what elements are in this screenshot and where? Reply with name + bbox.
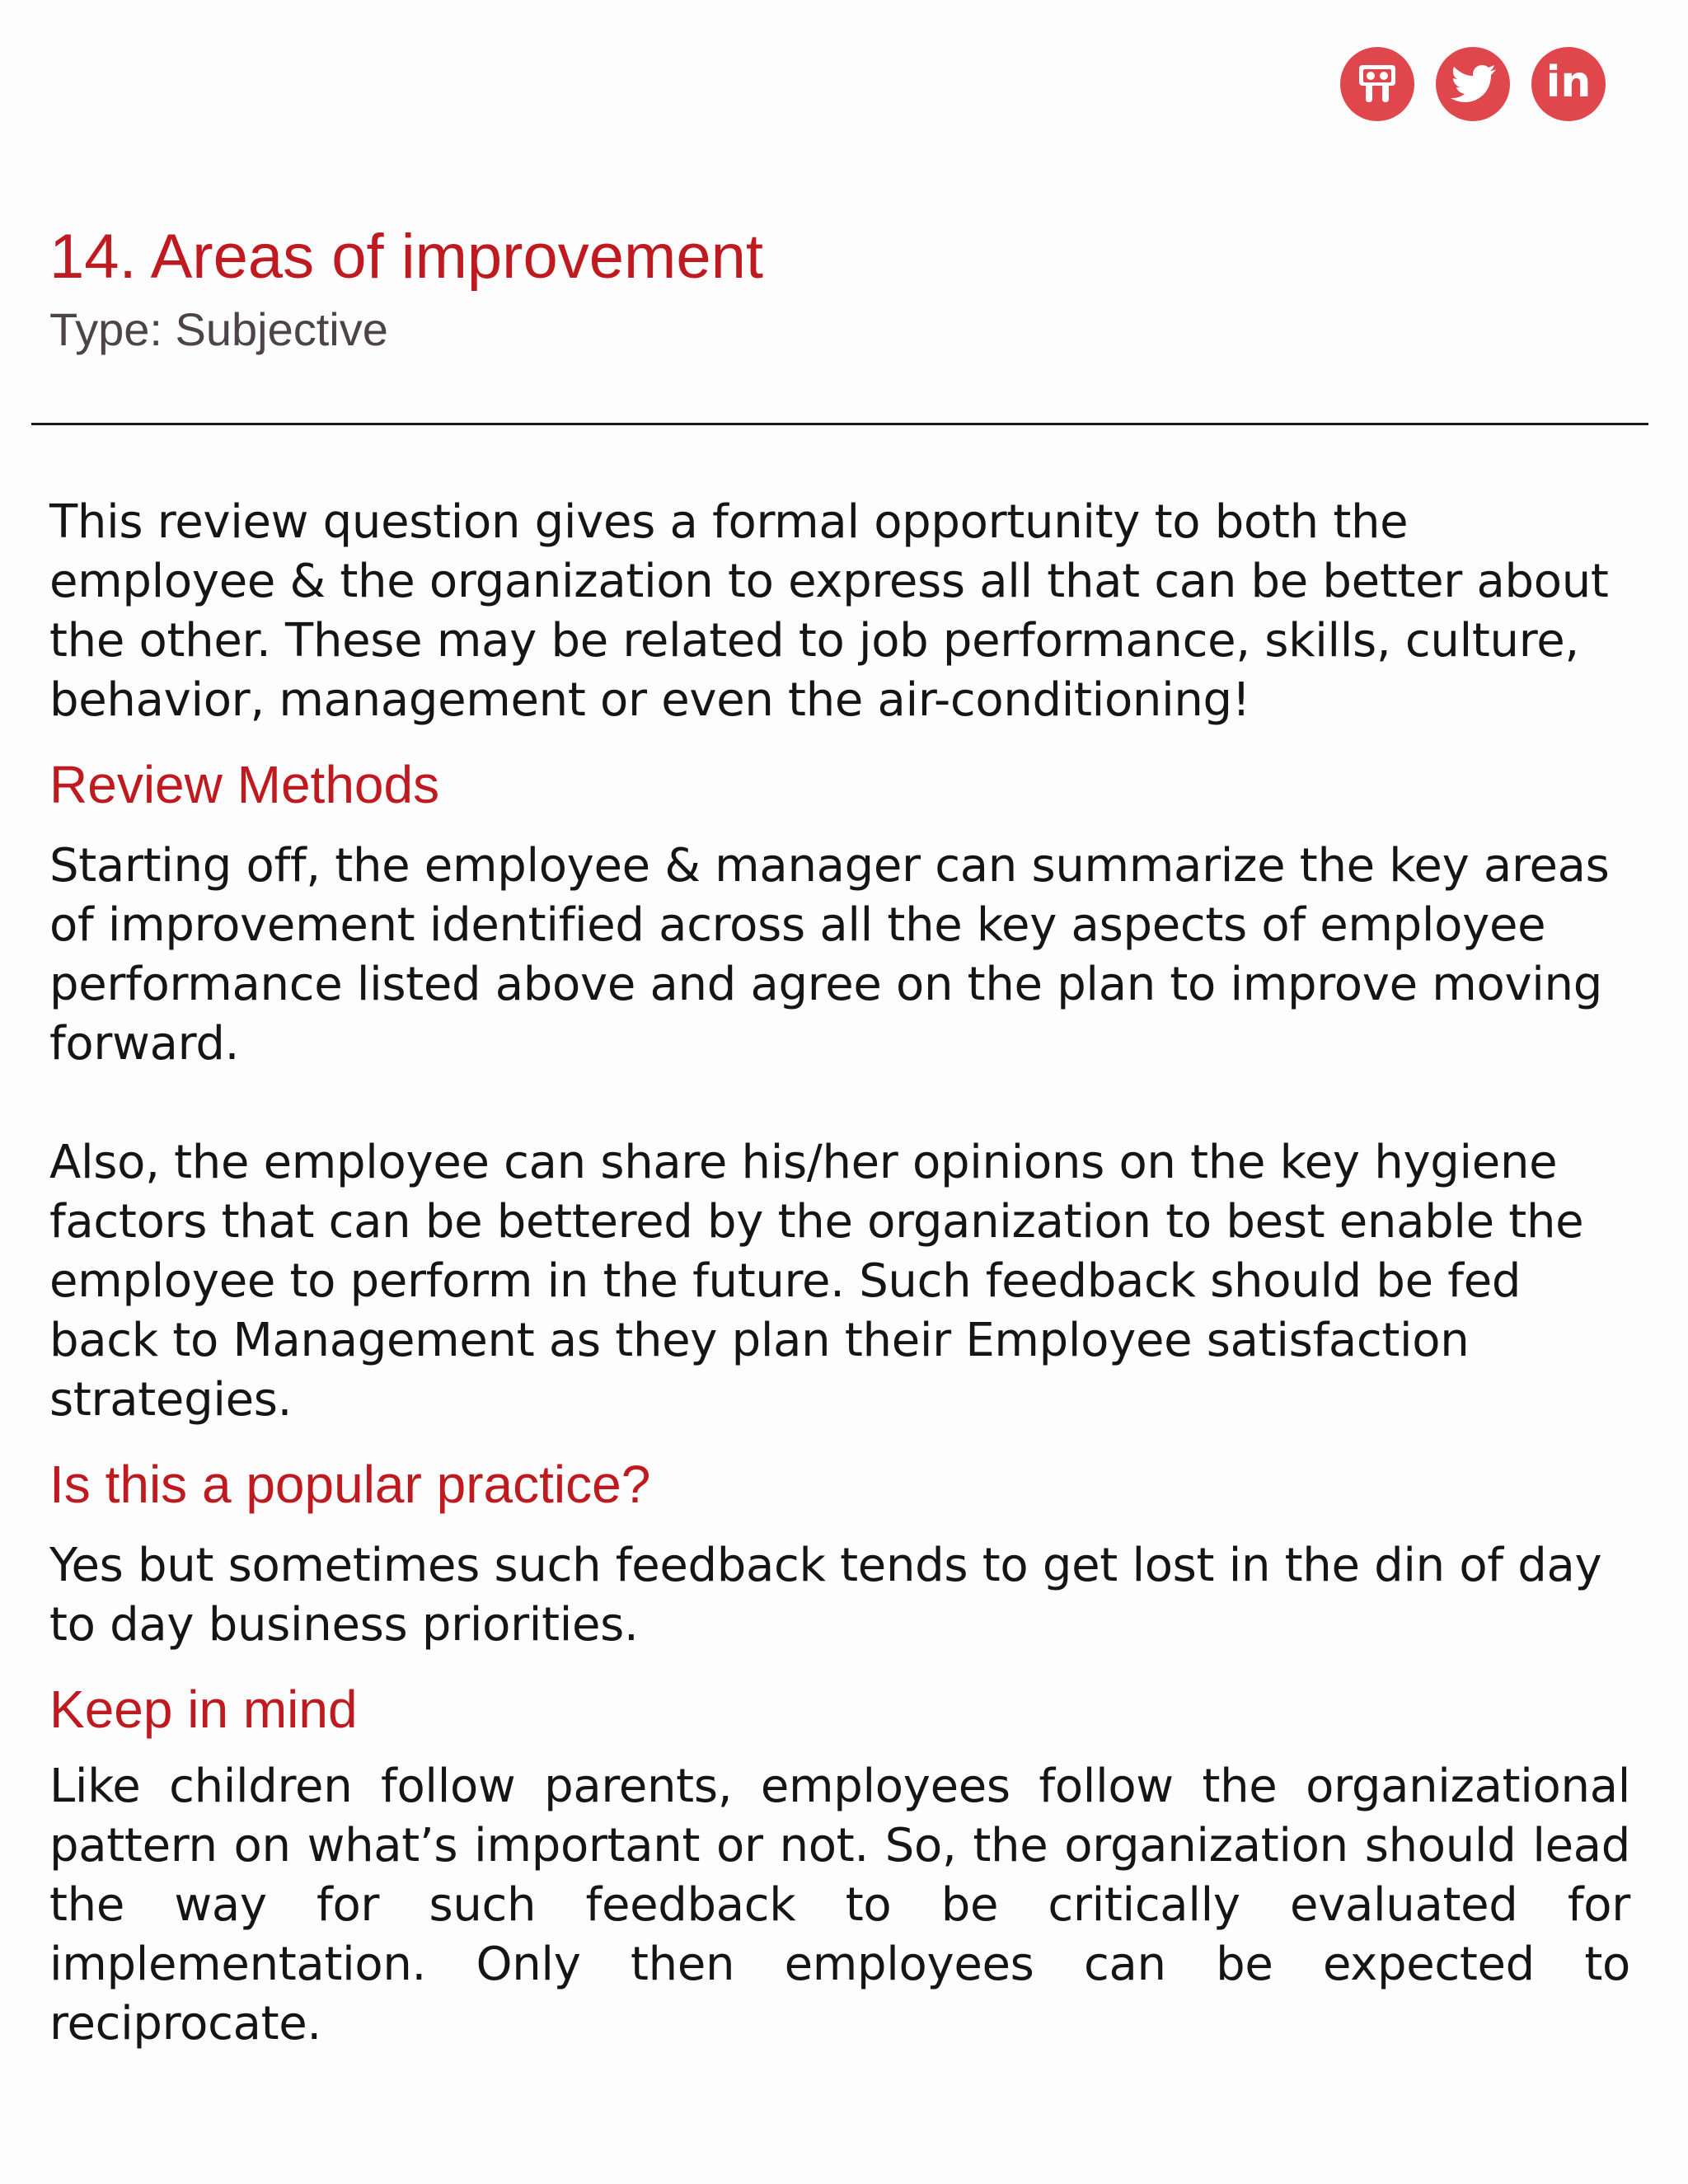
twitter-icon[interactable] (1436, 47, 1510, 121)
linkedin-icon[interactable] (1531, 47, 1606, 121)
question-type: Type: Subjective (49, 303, 388, 356)
popular-practice-heading: Is this a popular practice? (49, 1454, 651, 1514)
page-title: 14. Areas of improvement (49, 222, 763, 292)
slideshare-icon[interactable] (1340, 47, 1414, 121)
linkedin-label: in (1545, 58, 1592, 107)
keep-in-mind-heading: Keep in mind (49, 1679, 358, 1739)
divider (31, 423, 1648, 425)
social-links (1340, 47, 1606, 121)
review-methods-paragraph-1: Starting off, the employee & manager can summarize the key areas of improvement identified across all the key aspects of employee performance listed above and agree on the plan to improve moving forward. (49, 838, 1610, 1071)
page-header (49, 221, 1648, 355)
review-methods-paragraph-2: Also, the employee can share his/her opinions on the key hygiene factors that can be bettered by the organization to best enable the employee to perform in the future. Such feedback should be fed back to Management as they plan their Employee satisfaction strategies. (49, 1135, 1584, 1427)
intro-paragraph: This review question gives a formal opportunity to both the employee & the organization to express all that can be better about the other. These may be related to job performance, skills, culture, behavior, management or even the air-conditioning! (49, 495, 1609, 727)
review-methods-heading: Review Methods (49, 755, 440, 814)
main-content (49, 493, 1630, 2054)
popular-practice-paragraph: Yes but sometimes such feedback tends to get lost in the din of day to day business priorities. (49, 1538, 1602, 1652)
keep-in-mind-paragraph: Like children follow parents, employees follow the organizational pattern on what’s important or not. So, the organization should lead the way for such feedback to be critically evaluated for implementation. Only then employees can be expected to reciprocate. (49, 1760, 1630, 2051)
